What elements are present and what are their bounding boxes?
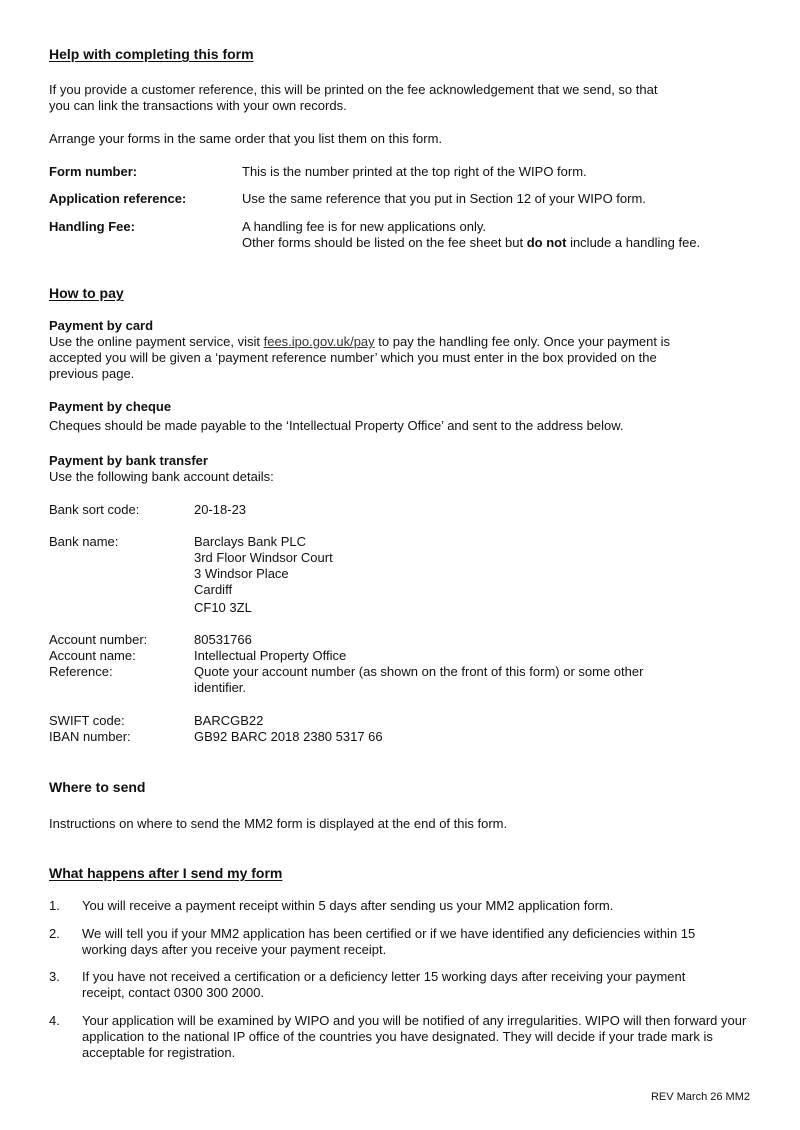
account-name-label: Account name: (49, 648, 136, 663)
help-intro-1: If you provide a customer reference, this will be printed on the fee acknowledgement that we send, so that you can link the transactions with your own records. (49, 82, 658, 113)
definition-desc: Use the same reference that you put in Section 12 of your WIPO form. (242, 191, 646, 206)
card-text-a: Use the online payment service, visit (49, 334, 264, 349)
definition-term: Form number: (49, 164, 138, 179)
cheque-text: Cheques should be made payable to the ‘Intellectual Property Office’ and sent to the address below. (49, 418, 624, 433)
card-text (49, 334, 709, 382)
definition-term: Handling Fee: (49, 219, 135, 234)
where-text: Instructions on where to send the MM2 form is displayed at the end of this form. (49, 816, 508, 831)
card-title: Payment by card (49, 318, 154, 333)
handling-fee-line-2 (242, 235, 757, 251)
handling-fee-text-c: include a handling fee. (566, 235, 701, 250)
after-heading: What happens after I send my form (49, 865, 283, 881)
card-text-b: to pay the handling fee only. Once your payment is accepted you will be given a ‘payment reference number’ which you must enter in the box provided on the previous page. (49, 334, 670, 381)
handling-fee-line-1: A handling fee is for new applications only. (242, 219, 487, 234)
swift-value: BARCGB22 (194, 713, 264, 728)
bank-address-line: CF10 3ZL (194, 600, 252, 615)
list-item-number: 2. (49, 926, 60, 941)
handling-fee-emphasis: do not (526, 235, 567, 250)
bank-name-label: Bank name: (49, 534, 119, 549)
bank-transfer-intro: Use the following bank account details: (49, 469, 274, 484)
where-heading: Where to send (49, 779, 146, 795)
iban-label: IBAN number: (49, 729, 131, 744)
payment-link[interactable]: fees.ipo.gov.uk/pay (263, 334, 375, 349)
bank-transfer-title: Payment by bank transfer (49, 453, 208, 468)
pay-heading: How to pay (49, 285, 124, 301)
list-item-text: If you have not received a certification or a deficiency letter 15 working days after receiving your payment receipt, contact 0300 300 2000. (82, 969, 686, 1000)
reference-label: Reference: (49, 664, 113, 679)
account-number-label: Account number: (49, 632, 148, 647)
list-item-text: We will tell you if your MM2 application has been certified or if we have identified any deficiencies within 15 working days after you receive your payment receipt. (82, 926, 696, 957)
reference-value: Quote your account number (as shown on the front of this form) or some other identifier. (194, 664, 644, 695)
definition-term: Application reference: (49, 191, 187, 206)
iban-value: GB92 BARC 2018 2380 5317 66 (194, 729, 383, 744)
bank-address-line: 3 Windsor Place (194, 566, 289, 581)
help-heading: Help with completing this form (49, 46, 254, 62)
handling-fee-text-a: Other forms should be listed on the fee sheet but (242, 235, 527, 250)
bank-address-line: Barclays Bank PLC (194, 534, 306, 549)
list-item-number: 4. (49, 1013, 60, 1028)
footer-revision: REV March 26 MM2 (650, 1091, 750, 1103)
list-item-text: Your application will be examined by WIPO and you will be notified of any irregularities. WIPO will then forward your application to the national IP office of the countries you have designated. They will decide if your trade mark is acceptable for registration. (82, 1013, 747, 1060)
bank-address (194, 534, 333, 616)
list-item-number: 3. (49, 969, 60, 984)
list-item-number: 1. (49, 898, 60, 913)
definition-desc (242, 219, 757, 251)
cheque-title: Payment by cheque (49, 399, 172, 414)
account-number-value: 80531766 (194, 632, 252, 647)
account-name-value: Intellectual Property Office (194, 648, 347, 663)
bank-address-line: Cardiff (194, 582, 233, 597)
help-intro-2: Arrange your forms in the same order that you list them on this form. (49, 131, 443, 146)
sort-code-value: 20-18-23 (194, 502, 247, 517)
definition-desc: This is the number printed at the top right of the WIPO form. (242, 164, 587, 179)
sort-code-label: Bank sort code: (49, 502, 140, 517)
bank-address-line: 3rd Floor Windsor Court (194, 550, 333, 565)
list-item-text: You will receive a payment receipt within 5 days after sending us your MM2 application form. (82, 898, 614, 913)
swift-label: SWIFT code: (49, 713, 125, 728)
